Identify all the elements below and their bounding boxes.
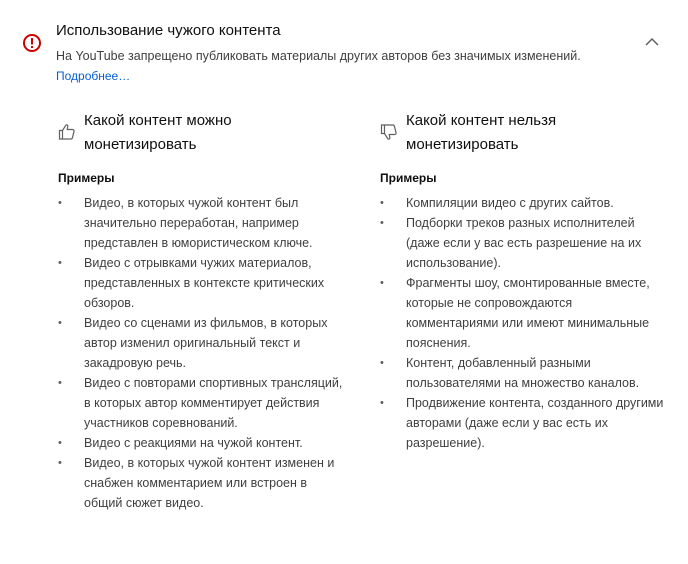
non-monetizable-title: Какой контент нельзя монетизировать	[406, 112, 557, 153]
thumb-down-icon	[380, 123, 398, 141]
examples-label: Примеры	[380, 171, 437, 185]
thumb-up-icon	[58, 123, 76, 141]
section-title: Использование чужого контента	[56, 22, 281, 39]
list-item: • Видео со сценами из фильмов, в которых автор изменил оригинальный текст и закадровую речь.	[56, 313, 346, 373]
list-item: • Видео с повторами спортивных трансляций, в которых автор комментирует действия участников соревнований.	[56, 373, 346, 433]
alert-circle-icon	[22, 33, 42, 53]
list-item: • Продвижение контента, созданного другими авторами (даже если у вас есть их разрешение).	[378, 393, 668, 453]
section-description: На YouTube запрещено публиковать материалы других авторов без значимых изменений.	[56, 49, 581, 63]
monetizable-title: Какой контент можно монетизировать	[84, 112, 232, 153]
non-monetizable-content-column	[378, 106, 678, 453]
collapse-button[interactable]	[640, 33, 664, 53]
list-item: • Видео с реакциями на чужой контент.	[56, 433, 346, 453]
list-item: • Контент, добавленный разными пользователями на множество каналов.	[378, 353, 668, 393]
list-item: • Видео, в которых чужой контент изменен и снабжен комментарием или встроен в общий сюжет видео.	[56, 453, 346, 513]
monetizable-content-column	[56, 106, 356, 513]
non-monetizable-examples-list	[378, 193, 678, 453]
examples-label: Примеры	[58, 171, 115, 185]
chevron-up-icon	[644, 34, 660, 52]
list-item: • Фрагменты шоу, смонтированные вместе, которые не сопровождаются комментариями или имеют минимальные пояснения.	[378, 273, 668, 353]
monetizable-examples-list	[56, 193, 356, 513]
list-item: • Подборки треков разных исполнителей (даже если у вас есть разрешение на их использование).	[378, 213, 668, 273]
list-item: • Видео, в которых чужой контент был значительно переработан, например представлен в юмористическом ключе.	[56, 193, 346, 253]
list-item: • Видео с отрывками чужих материалов, представленных в контексте критических обзоров.	[56, 253, 346, 313]
list-item: • Компиляции видео с других сайтов.	[378, 193, 668, 213]
learn-more-link[interactable]: Подробнее…	[56, 69, 131, 83]
